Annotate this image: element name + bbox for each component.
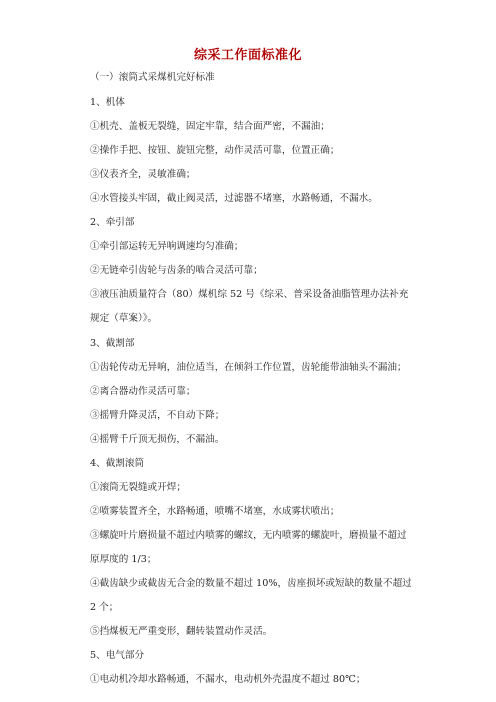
list-item: ②无链牵引齿轮与齿条的啮合灵活可靠；: [90, 265, 263, 276]
list-item: ②操作手把、按钮、旋钮完整，动作灵活可靠，位置正确；: [90, 145, 340, 156]
subsection-heading: 2、牵引部: [90, 217, 135, 228]
list-item: ①齿轮传动无异响，油位适当，在倾斜工作位置，齿轮能带油轴头不漏油；: [90, 362, 407, 373]
list-item: ⑤挡煤板无严重变形，翻转装置动作灵活。: [90, 626, 273, 637]
subsection-heading: 4、截割滚筒: [90, 458, 145, 469]
list-item-continuation: 2 个；: [90, 602, 119, 613]
subsection-heading: 5、电气部分: [90, 650, 145, 661]
list-item: ①牵引部运转无异响调速均匀准确；: [90, 241, 244, 252]
list-item: ④水管接头牢固，截止阀灵活，过滤器不堵塞，水路畅通，不漏水。: [90, 193, 378, 204]
subsection-heading: 3、截割部: [90, 338, 135, 349]
list-item: ②喷雾装置齐全，水路畅通，喷嘴不堵塞，水成雾状喷出；: [90, 506, 340, 517]
list-item: ③螺旋叶片磨损量不超过内喷雾的螺纹，无内喷雾的螺旋叶，磨损量不超过: [90, 530, 407, 541]
list-item: ③摇臂升降灵活，不自动下降；: [90, 410, 225, 421]
list-item: ③仪表齐全，灵敏准确；: [90, 169, 196, 180]
subsection-heading: 1、机体: [90, 97, 125, 108]
list-item: ①滚筒无裂缝或开焊；: [90, 482, 186, 493]
list-item: ②离合器动作灵活可靠；: [90, 386, 196, 397]
list-item: ③液压油质量符合（80）煤机综 52 号《综采、普采设备油脂管理办法补充: [90, 289, 409, 300]
list-item: ④截齿缺少或截齿无合金的数量不超过 10%，齿座损坏或短缺的数量不超过: [90, 578, 412, 589]
list-item-continuation: 规定（草案）》。: [90, 313, 158, 324]
list-item: ①电动机冷却水路畅通，不漏水，电动机外壳温度不超过 80℃；: [90, 674, 366, 685]
list-item: ①机壳、盖板无裂缝，固定牢靠，结合面严密，不漏油；: [90, 121, 330, 132]
section-heading: （一）滚筒式采煤机完好标准: [90, 72, 215, 83]
document-title: 综采工作面标准化: [193, 48, 302, 63]
list-item: ④摇臂千斤顶无损伤，不漏油。: [90, 434, 225, 445]
list-item-continuation: 原厚度的 1/3；: [90, 554, 157, 565]
